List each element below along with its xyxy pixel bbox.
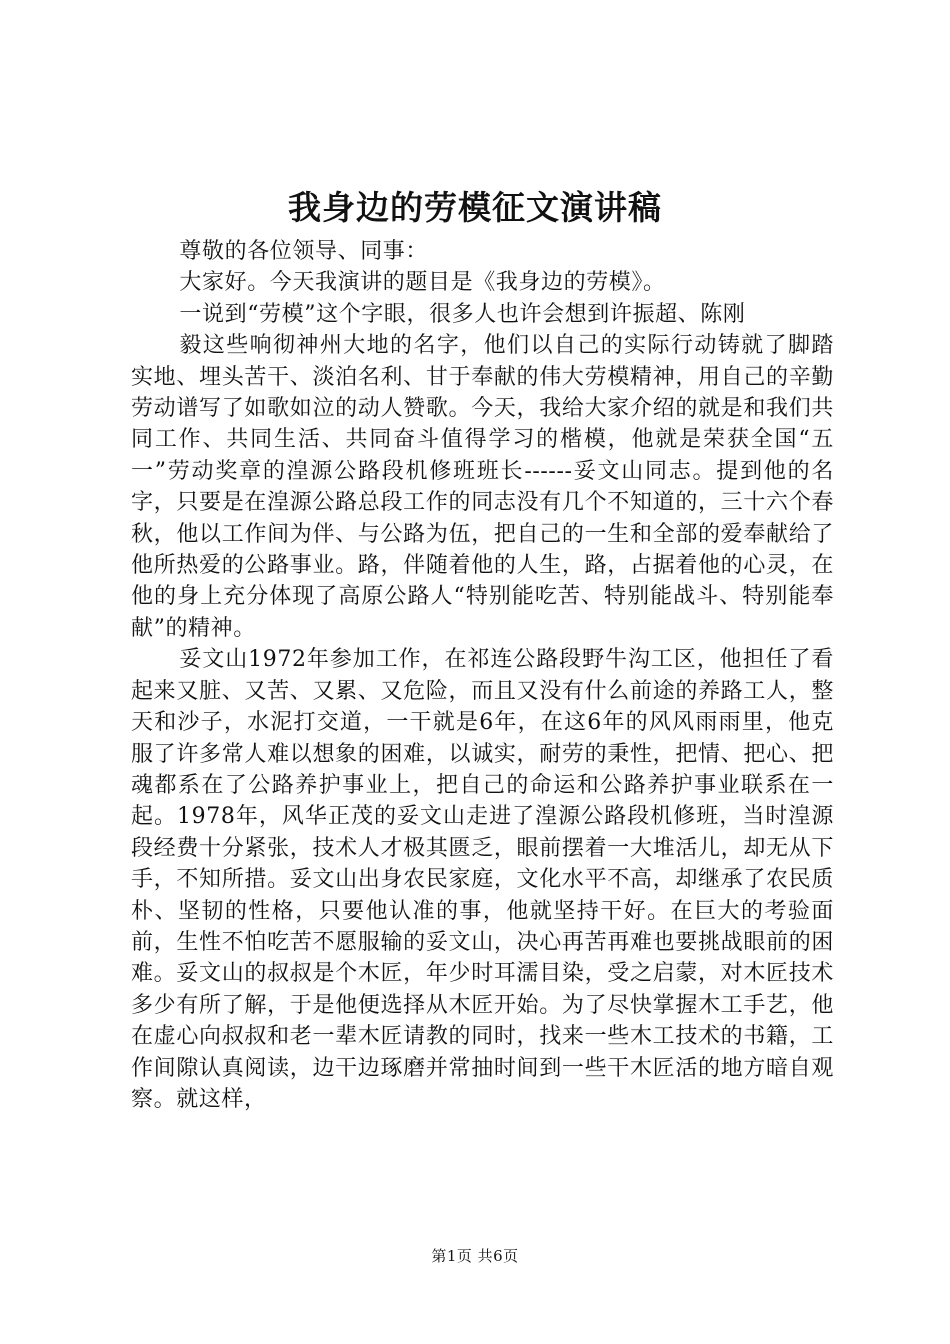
paragraph-intro: 一说到“劳模”这个字眼，很多人也许会想到许振超、陈刚 bbox=[179, 301, 746, 327]
paragraph-salutation: 尊敬的各位领导、同事： bbox=[179, 239, 428, 264]
paragraph-career-story: 妥文山1972年参加工作，在祁连公路段野牛沟工区，他担任了看起来又脏、又苦、又累、又危险，而且又没有什么前途的养路工人，整天和沙子，水泥打交道，一干就是6年，在这6年的风风雨雨里，他克服了许多常人难以想象的困难，以诚实，耐劳的秉性，把情、把心、把魂都系在了公路养护事业上，把自己的命运和公路养护事业联系在一起。1978年，风华正茂的妥文山走进了湟源公路段机修班，当时湟源段经费十分紧张，技术人才极其匮乏，眼前摆着一大堆活儿，却无从下手，不知所措。妥文山出身农民家庭，文化水平不高，却继承了农民质朴、坚韧的性格，只要他认准的事，他就坚持干好。在巨大的考验面前，生性不怕吃苦不愿服输的妥文山，决心再苦再难也要挑战眼前的困难。妥文山的叔叔是个木匠，年少时耳濡目染，受之启蒙，对木匠技术多少有所了解，于是他便选择从木匠开始。为了尽快掌握木工手艺，他在虚心向叔叔和老一辈木匠请教的同时，找来一些木工技术的书籍，工作间隙认真阅读，边干边琢磨并常抽时间到一些干木匠活的地方暗自观察。就这样， bbox=[131, 647, 834, 1112]
paragraph-model-description: 毅这些响彻神州大地的名字，他们以自己的实际行动铸就了脚踏实地、埋头苦干、淡泊名利、甘于奉献的伟大劳模精神，用自己的辛勤劳动谱写了如歌如泣的动人赞歌。今天，我给大家介绍的就是和我们共同工作、共同生活、共同奋斗值得学习的楷模，他就是荣获全国“五一”劳动奖章的湟源公路段机修班班长------妥文山同志。提到他的名字，只要是在湟源公路总段工作的同志没有几个不知道的，三十六个春秋，他以工作间为伴、与公路为伍，把自己的一生和全部的爱奉献给了他所热爱的公路事业。路，伴随着他的人生，路，占据着他的心灵，在他的身上充分体现了高原公路人“特别能吃苦、特别能战斗、特别能奉献”的精神。 bbox=[131, 333, 834, 641]
page-number-footer: 第1页 共6页 bbox=[431, 1247, 519, 1265]
document-title: 我身边的劳模征文演讲稿 bbox=[288, 188, 662, 227]
document-body bbox=[131, 236, 834, 1115]
paragraph-greeting: 大家好。今天我演讲的题目是《我身边的劳模》。 bbox=[179, 270, 666, 296]
